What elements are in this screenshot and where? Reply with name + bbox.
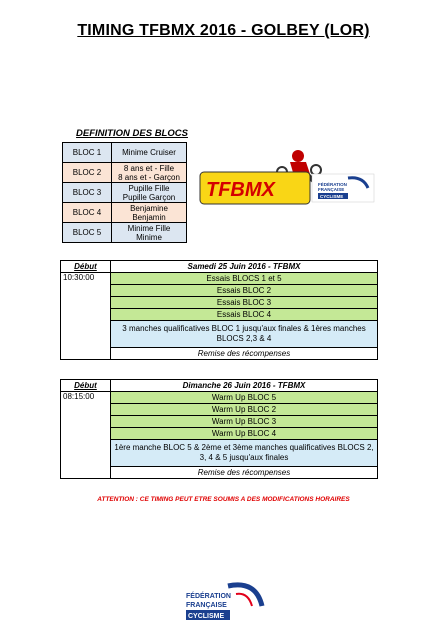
schedule-row (61, 467, 378, 479)
start-time: 10:30:00 (61, 273, 111, 285)
definition-row (63, 223, 187, 243)
session-cell: Remise des récompenses (111, 348, 378, 360)
schedule-sunday (60, 379, 378, 479)
schedule-row (61, 309, 378, 321)
tfbmx-logo (198, 148, 376, 208)
svg-text:FÉDÉRATION: FÉDÉRATION (186, 593, 231, 600)
definition-row (63, 143, 187, 163)
schedule-row (61, 297, 378, 309)
ffc-footer-logo (178, 580, 268, 624)
start-time (61, 348, 111, 360)
schedule-row (61, 285, 378, 297)
bloc-description: Pupille Fille Pupille Garçon (112, 183, 187, 203)
start-time (61, 416, 111, 428)
session-cell: Warm Up BLOC 4 (111, 428, 378, 440)
bloc-name: BLOC 3 (63, 183, 112, 203)
start-time (61, 285, 111, 297)
bloc-description: Benjamine Benjamin (112, 203, 187, 223)
bloc-description: Minime Cruiser (112, 143, 187, 163)
schedule-row (61, 404, 378, 416)
federation-badge (312, 174, 374, 202)
session-cell: Warm Up BLOC 2 (111, 404, 378, 416)
definitions-table (62, 142, 187, 243)
definitions-title: DEFINITION DES BLOCS (76, 128, 188, 139)
bloc-description: 8 ans et - Fille 8 ans et - Garçon (112, 163, 187, 183)
svg-text:FÉDÉRATION: FÉDÉRATION (318, 182, 347, 187)
session-cell: Remise des récompenses (111, 467, 378, 479)
bloc-name: BLOC 1 (63, 143, 112, 163)
start-time (61, 321, 111, 348)
bloc-name: BLOC 2 (63, 163, 112, 183)
start-time (61, 404, 111, 416)
schedule-header (61, 261, 378, 273)
day-heading: Dimanche 26 Juin 2016 - TFBMX (111, 380, 378, 392)
svg-text:FRANÇAISE: FRANÇAISE (318, 187, 345, 192)
start-time (61, 467, 111, 479)
session-cell: 3 manches qualificatives BLOC 1 jusqu'aux finales & 1ères manches BLOCS 2,3 & 4 (111, 321, 378, 348)
session-cell: 1ère manche BLOC 5 & 2ème et 3ème manches qualificatives BLOCS 2, 3, 4 & 5 jusqu'aux finales (111, 440, 378, 467)
schedule-row (61, 321, 378, 348)
svg-text:CYCLISME: CYCLISME (320, 194, 344, 199)
schedule-row (61, 440, 378, 467)
schedule-row (61, 428, 378, 440)
session-cell: Warm Up BLOC 3 (111, 416, 378, 428)
session-cell: Essais BLOCS 1 et 5 (111, 273, 378, 285)
start-column-header: Début (61, 261, 111, 273)
svg-text:CYCLISME: CYCLISME (188, 613, 225, 620)
schedule-row (61, 348, 378, 360)
start-time: 08:15:00 (61, 392, 111, 404)
start-time (61, 297, 111, 309)
session-cell: Essais BLOC 2 (111, 285, 378, 297)
session-cell: Essais BLOC 3 (111, 297, 378, 309)
session-cell: Warm Up BLOC 5 (111, 392, 378, 404)
start-column-header: Début (61, 380, 111, 392)
start-time (61, 428, 111, 440)
bloc-description: Minime Fille Minime (112, 223, 187, 243)
definition-row (63, 163, 187, 183)
bloc-name: BLOC 4 (63, 203, 112, 223)
bloc-name: BLOC 5 (63, 223, 112, 243)
definition-row (63, 183, 187, 203)
start-time (61, 309, 111, 321)
definition-row (63, 203, 187, 223)
start-time (61, 440, 111, 467)
schedule-row (61, 273, 378, 285)
warning-text: ATTENTION : CE TIMING PEUT ETRE SOUMIS A DES MODIFICATIONS HORAIRES (97, 496, 350, 503)
svg-text:TFBMX: TFBMX (206, 179, 275, 201)
schedule-row (61, 392, 378, 404)
schedule-saturday (60, 260, 378, 360)
day-heading: Samedi 25 Juin 2016 - TFBMX (111, 261, 378, 273)
session-cell: Essais BLOC 4 (111, 309, 378, 321)
schedule-row (61, 416, 378, 428)
page-title: TIMING TFBMX 2016 - GOLBEY (LOR) (77, 22, 370, 39)
schedule-header (61, 380, 378, 392)
svg-text:FRANÇAISE: FRANÇAISE (186, 602, 227, 609)
